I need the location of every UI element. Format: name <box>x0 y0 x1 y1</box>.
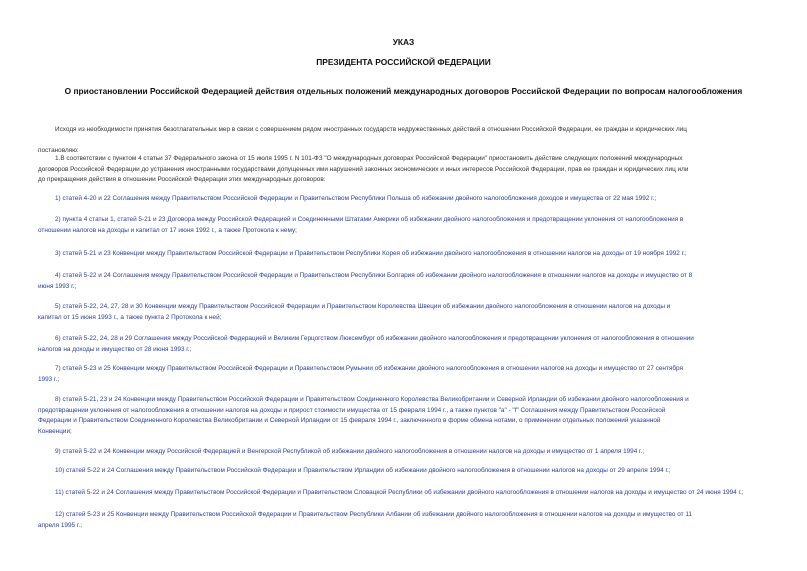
list-item-line: 6) статей 5-22, 24, 28 и 29 Соглашения между Российской Федерацией и Великим Герцогством Люксембург об избежании двойного налогообложения и предотвращении уклонения от налогообложения в отношении <box>55 335 694 342</box>
list-item <box>38 488 770 499</box>
list-item <box>38 215 770 236</box>
document-title: О приостановлении Российской Федерацией действия отдельных положений международных договоров Российской Федерации по вопросам налогообложения <box>64 86 743 96</box>
list-item <box>38 395 770 437</box>
list-item-line: 12) статей 5-23 и 25 Конвенции между Правительством Российской Федерации и Правительством Республики Албании об избежании двойного налогообложения в отношении налогов на доходы и имущество от 11 <box>55 511 692 518</box>
list-item <box>38 271 770 292</box>
clause-1 <box>38 154 770 186</box>
issuer-heading: ПРЕЗИДЕНТА РОССИЙСКОЙ ФЕДЕРАЦИИ <box>316 57 491 67</box>
list-item <box>38 249 770 260</box>
list-item-line: 1993 г.; <box>38 375 60 383</box>
list-item-line: 11) статей 5-22 и 24 Соглашения между Правительством Российской Федерации и Правительством Словацкой Республики об избежании двойного налогообложения в отношении налогов на доходы и имущество от 24 июня 1994 г.; <box>55 489 744 496</box>
list-item-line: 1) статей 4-20 и 22 Соглашения между Правительством Российской Федерации и Правительством Республики Польша об избежании двойного налогообложения доходов и имущества от 22 мая 1992 г.; <box>55 195 657 202</box>
list-item-line: Конвенции; <box>38 427 72 435</box>
list-item-line: капитал от 15 июня 1993 г., а также пункта 2 Протокола к ней; <box>38 313 222 321</box>
list-item <box>38 447 770 458</box>
list-item-line: налогов на доходы и имущество от 28 июня 1993 г.; <box>38 345 192 353</box>
list-item-line: 5) статей 5-22, 24, 27, 28 и 30 Конвенции между Правительством Российской Федерации и Правительством Королевства Швеции об избежании двойного налогообложения в отношении налогов на доходы и <box>55 303 671 310</box>
list-item-line: отношении налогов на доходы и капитал от 17 июня 1992 г., а также Протокола к нему; <box>38 226 297 234</box>
decree-word-text: постановляю: <box>38 147 79 154</box>
list-item <box>38 302 770 323</box>
list-item-line: июня 1993 г.; <box>38 282 77 290</box>
doc-type-heading: УКАЗ <box>392 37 415 47</box>
list-item <box>38 466 770 477</box>
list-item <box>38 510 770 531</box>
list-item-line: 7) статей 5-23 и 25 Конвенции между Правительством Российской Федерации и Правительством Румынии об избежании двойного налогообложения в отношении налогов на доходы и имущество от 27 сентября <box>55 365 683 372</box>
clause-1-line: 1.В соответствии с пунктом 4 статьи 37 Федерального закона от 15 июля 1995 г. N 101-ФЗ "О международных договорах Российской Федерации" приостановить действие следующих положений международных <box>55 155 683 162</box>
list-item-line: 9) статей 5-22 и 24 Конвенции между Российской Федерацией и Венгерской Республикой об избежании двойного налогообложения в отношении налогов на доходы и имущество от 1 апреля 1994 г.; <box>55 448 645 455</box>
list-item <box>38 364 770 385</box>
list-item-line: 2) пункта 4 статьи 1, статей 5-21 и 23 Договора между Российской Федерацией и Соединенными Штатами Америки об избежании двойного налогообложения и предотвращении уклонения от налогообложения в <box>55 216 684 223</box>
clause-1-line: до прекращения действия в отношении Российской Федерации этих международных договоров: <box>38 176 326 184</box>
list-item <box>38 334 770 355</box>
list-item-line: 4) статей 5-22 и 24 Соглашения между Правительством Российской Федерации и Правительством Республики Болгария об избежании двойного налогообложения в отношении налогов на доходы и имущество от 8 <box>55 272 693 279</box>
list-item-line: 3) статей 5-21 и 23 Конвенции между Правительством Российской Федерации и Правительством Республики Корея об избежании двойного налогообложения в отношении налогов на доходы от 19 ноября 1992 г.; <box>55 250 687 257</box>
list-item-line: Федерации и Правительством Соединенного Королевства Великобритании и Северной Ирландии от 15 февраля 1994 г., заключенного в форме обмена нотами, о применении отдельных положений указанной <box>38 417 661 425</box>
list-item-line: апреля 1995 г.; <box>38 521 82 529</box>
list-item-line: 8) статей 5-21, 23 и 24 Конвенции между Правительством Российской Федерации и Правительством Соединенного Королевства Великобритании и Северной Ирландии об избежании двойного налогообложения и <box>55 396 689 403</box>
list-item-line: 10) статей 5-22 и 24 Соглашения между Правительством Российской Федерации и Правительством Ирландии об избежании двойного налогообложения в отношении налогов на доходы от 29 апреля 1994 г.; <box>55 467 671 474</box>
preamble <box>38 125 770 136</box>
preamble-text: Исходя из необходимости принятия безотлагательных мер в связи с совершением рядом иностранных государств недружественных действий в отношении Российской Федерации, ее граждан и юридических лиц <box>55 126 687 133</box>
list-item <box>38 194 770 205</box>
clause-1-line: договоров Российской Федерации до устранения иностранными государствами допущенных ими нарушений законных экономических и иных интересов Российской Федерации, прав ее граждан и юридических лиц или <box>38 165 689 173</box>
list-item-line: предотвращении уклонения от налогообложения в отношении налогов на доходы и прирост стоимости имущества от 15 февраля 1994 г., а также пунктов "а" - "f" Соглашения между Правительством Российской <box>38 406 666 414</box>
